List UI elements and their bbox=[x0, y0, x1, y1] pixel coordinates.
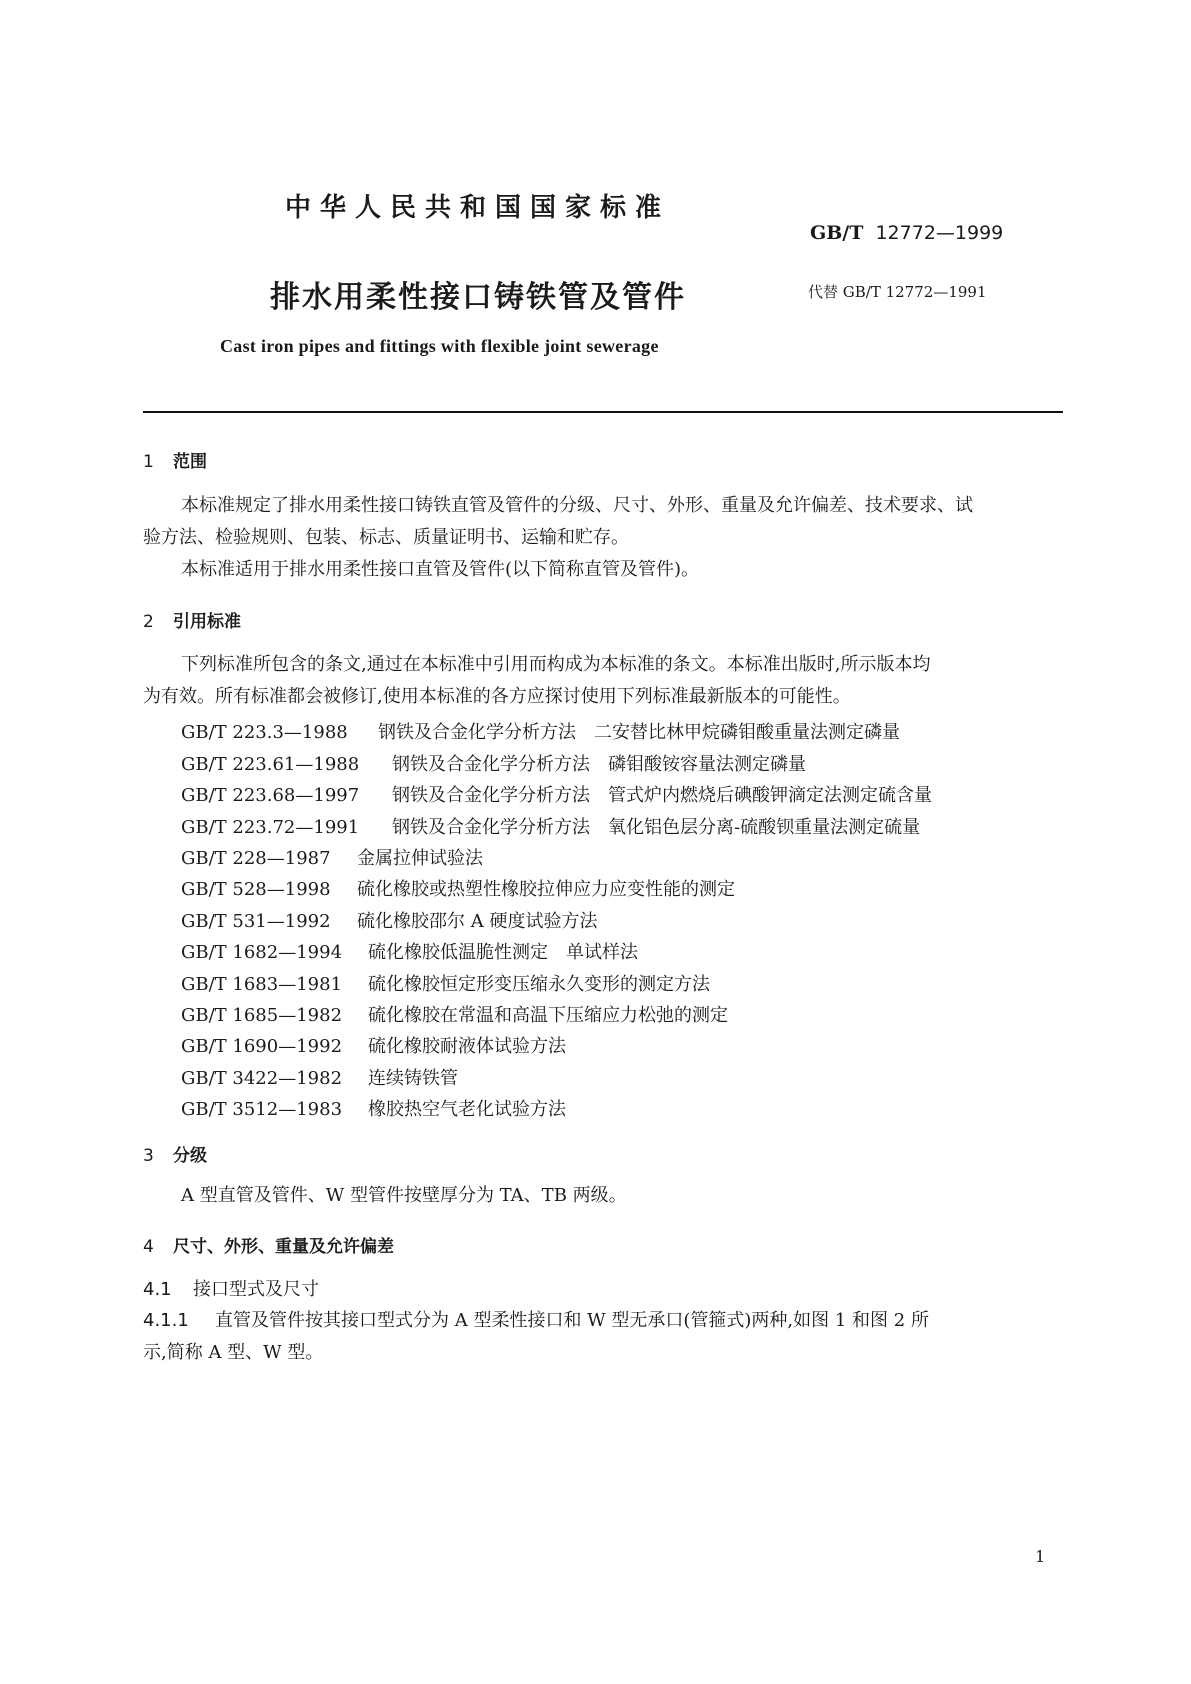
standard-number-value: 12772—1999 bbox=[875, 222, 1004, 244]
reference-code: GB/T 1683—1981 bbox=[181, 974, 343, 995]
reference-item bbox=[181, 813, 920, 839]
reference-item bbox=[181, 1064, 458, 1090]
reference-title: 连续铸铁管 bbox=[368, 1068, 458, 1089]
subsection-number: 4.1 bbox=[143, 1279, 172, 1300]
reference-title: 硫化橡胶低温脆性测定 单试样法 bbox=[368, 942, 638, 963]
section-1-paragraph-2: 本标准适用于排水用柔性接口直管及管件(以下简称直管及管件)。 bbox=[181, 559, 700, 580]
subsection-text: 直管及管件按其接口型式分为 A 型柔性接口和 W 型无承口(管箍式)两种,如图 1 和图 2 所 bbox=[215, 1310, 929, 1331]
section-3-heading bbox=[143, 1141, 207, 1166]
page-number: 1 bbox=[1035, 1547, 1046, 1566]
reference-code: GB/T 1685—1982 bbox=[181, 1005, 343, 1026]
section-title: 分级 bbox=[173, 1146, 207, 1166]
reference-title: 金属拉伸试验法 bbox=[357, 848, 483, 869]
reference-item bbox=[181, 970, 710, 996]
reference-title: 钢铁及合金化学分析方法 二安替比林甲烷磷钼酸重量法测定磷量 bbox=[378, 722, 900, 743]
section-4-heading bbox=[143, 1232, 394, 1257]
subsection-4-1-1-line-2: 示,简称 A 型、W 型。 bbox=[143, 1342, 324, 1363]
reference-code: GB/T 223.61—1988 bbox=[181, 754, 360, 775]
replaces-note: 代替 GB/T 12772—1991 bbox=[808, 283, 987, 301]
reference-title: 硫化橡胶或热塑性橡胶拉伸应力应变性能的测定 bbox=[357, 879, 735, 900]
reference-item bbox=[181, 1001, 728, 1027]
standard-prefix: GB/T bbox=[810, 222, 864, 244]
reference-code: GB/T 3422—1982 bbox=[181, 1068, 343, 1089]
reference-item bbox=[181, 907, 597, 933]
subsection-4-1 bbox=[143, 1275, 319, 1301]
section-number: 3 bbox=[143, 1146, 154, 1166]
reference-code: GB/T 223.3—1988 bbox=[181, 722, 348, 743]
reference-item bbox=[181, 750, 806, 776]
reference-code: GB/T 228—1987 bbox=[181, 848, 331, 869]
document-title-english: Cast iron pipes and fittings with flexible joint sewerage bbox=[220, 336, 659, 356]
section-1-paragraph-1-line-2: 验方法、检验规则、包装、标志、质量证明书、运输和贮存。 bbox=[143, 527, 629, 548]
reference-code: GB/T 223.68—1997 bbox=[181, 785, 360, 806]
reference-code: GB/T 531—1992 bbox=[181, 911, 331, 932]
reference-item bbox=[181, 718, 900, 744]
header-divider bbox=[143, 411, 1063, 413]
reference-item bbox=[181, 1095, 566, 1121]
reference-title: 橡胶热空气老化试验方法 bbox=[368, 1099, 566, 1120]
reference-title: 钢铁及合金化学分析方法 磷钼酸铵容量法测定磷量 bbox=[392, 754, 806, 775]
reference-title: 硫化橡胶耐液体试验方法 bbox=[368, 1036, 566, 1057]
standard-number bbox=[810, 222, 1003, 244]
reference-code: GB/T 1690—1992 bbox=[181, 1036, 343, 1057]
section-title: 范围 bbox=[173, 452, 207, 472]
reference-title: 硫化橡胶在常温和高温下压缩应力松弛的测定 bbox=[368, 1005, 728, 1026]
section-number: 2 bbox=[143, 612, 154, 632]
section-2-paragraph-line-1: 下列标准所包含的条文,通过在本标准中引用而构成为本标准的条文。本标准出版时,所示版本均 bbox=[181, 654, 931, 675]
section-3-paragraph: A 型直管及管件、W 型管件按壁厚分为 TA、TB 两级。 bbox=[181, 1185, 627, 1206]
section-number: 1 bbox=[143, 452, 154, 472]
section-2-paragraph-line-2: 为有效。所有标准都会被修订,使用本标准的各方应探讨使用下列标准最新版本的可能性。 bbox=[143, 686, 851, 707]
reference-item bbox=[181, 781, 932, 807]
reference-item bbox=[181, 938, 638, 964]
section-title: 尺寸、外形、重量及允许偏差 bbox=[173, 1237, 394, 1257]
section-2-heading bbox=[143, 607, 241, 632]
subsection-4-1-1-line-1 bbox=[143, 1306, 929, 1332]
reference-title: 钢铁及合金化学分析方法 管式炉内燃烧后碘酸钾滴定法测定硫含量 bbox=[392, 785, 932, 806]
national-standard-heading: 中华人民共和国国家标准 bbox=[285, 193, 671, 223]
document-title: 排水用柔性接口铸铁管及管件 bbox=[270, 280, 686, 315]
reference-item bbox=[181, 875, 735, 901]
reference-title: 硫化橡胶恒定形变压缩永久变形的测定方法 bbox=[368, 974, 710, 995]
section-number: 4 bbox=[143, 1237, 154, 1257]
section-1-paragraph-1-line-1: 本标准规定了排水用柔性接口铸铁直管及管件的分级、尺寸、外形、重量及允许偏差、技术要求、试 bbox=[181, 495, 973, 516]
reference-code: GB/T 223.72—1991 bbox=[181, 817, 360, 838]
section-1-heading bbox=[143, 447, 207, 472]
reference-code: GB/T 3512—1983 bbox=[181, 1099, 343, 1120]
reference-title: 硫化橡胶邵尔 A 硬度试验方法 bbox=[357, 911, 598, 932]
reference-item bbox=[181, 1032, 566, 1058]
subsection-title: 接口型式及尺寸 bbox=[193, 1279, 319, 1300]
subsection-number: 4.1.1 bbox=[143, 1310, 189, 1331]
reference-code: GB/T 528—1998 bbox=[181, 879, 331, 900]
reference-code: GB/T 1682—1994 bbox=[181, 942, 343, 963]
reference-item bbox=[181, 844, 483, 870]
reference-title: 钢铁及合金化学分析方法 氧化铝色层分离-硫酸钡重量法测定硫量 bbox=[392, 817, 921, 838]
section-title: 引用标准 bbox=[173, 612, 241, 632]
